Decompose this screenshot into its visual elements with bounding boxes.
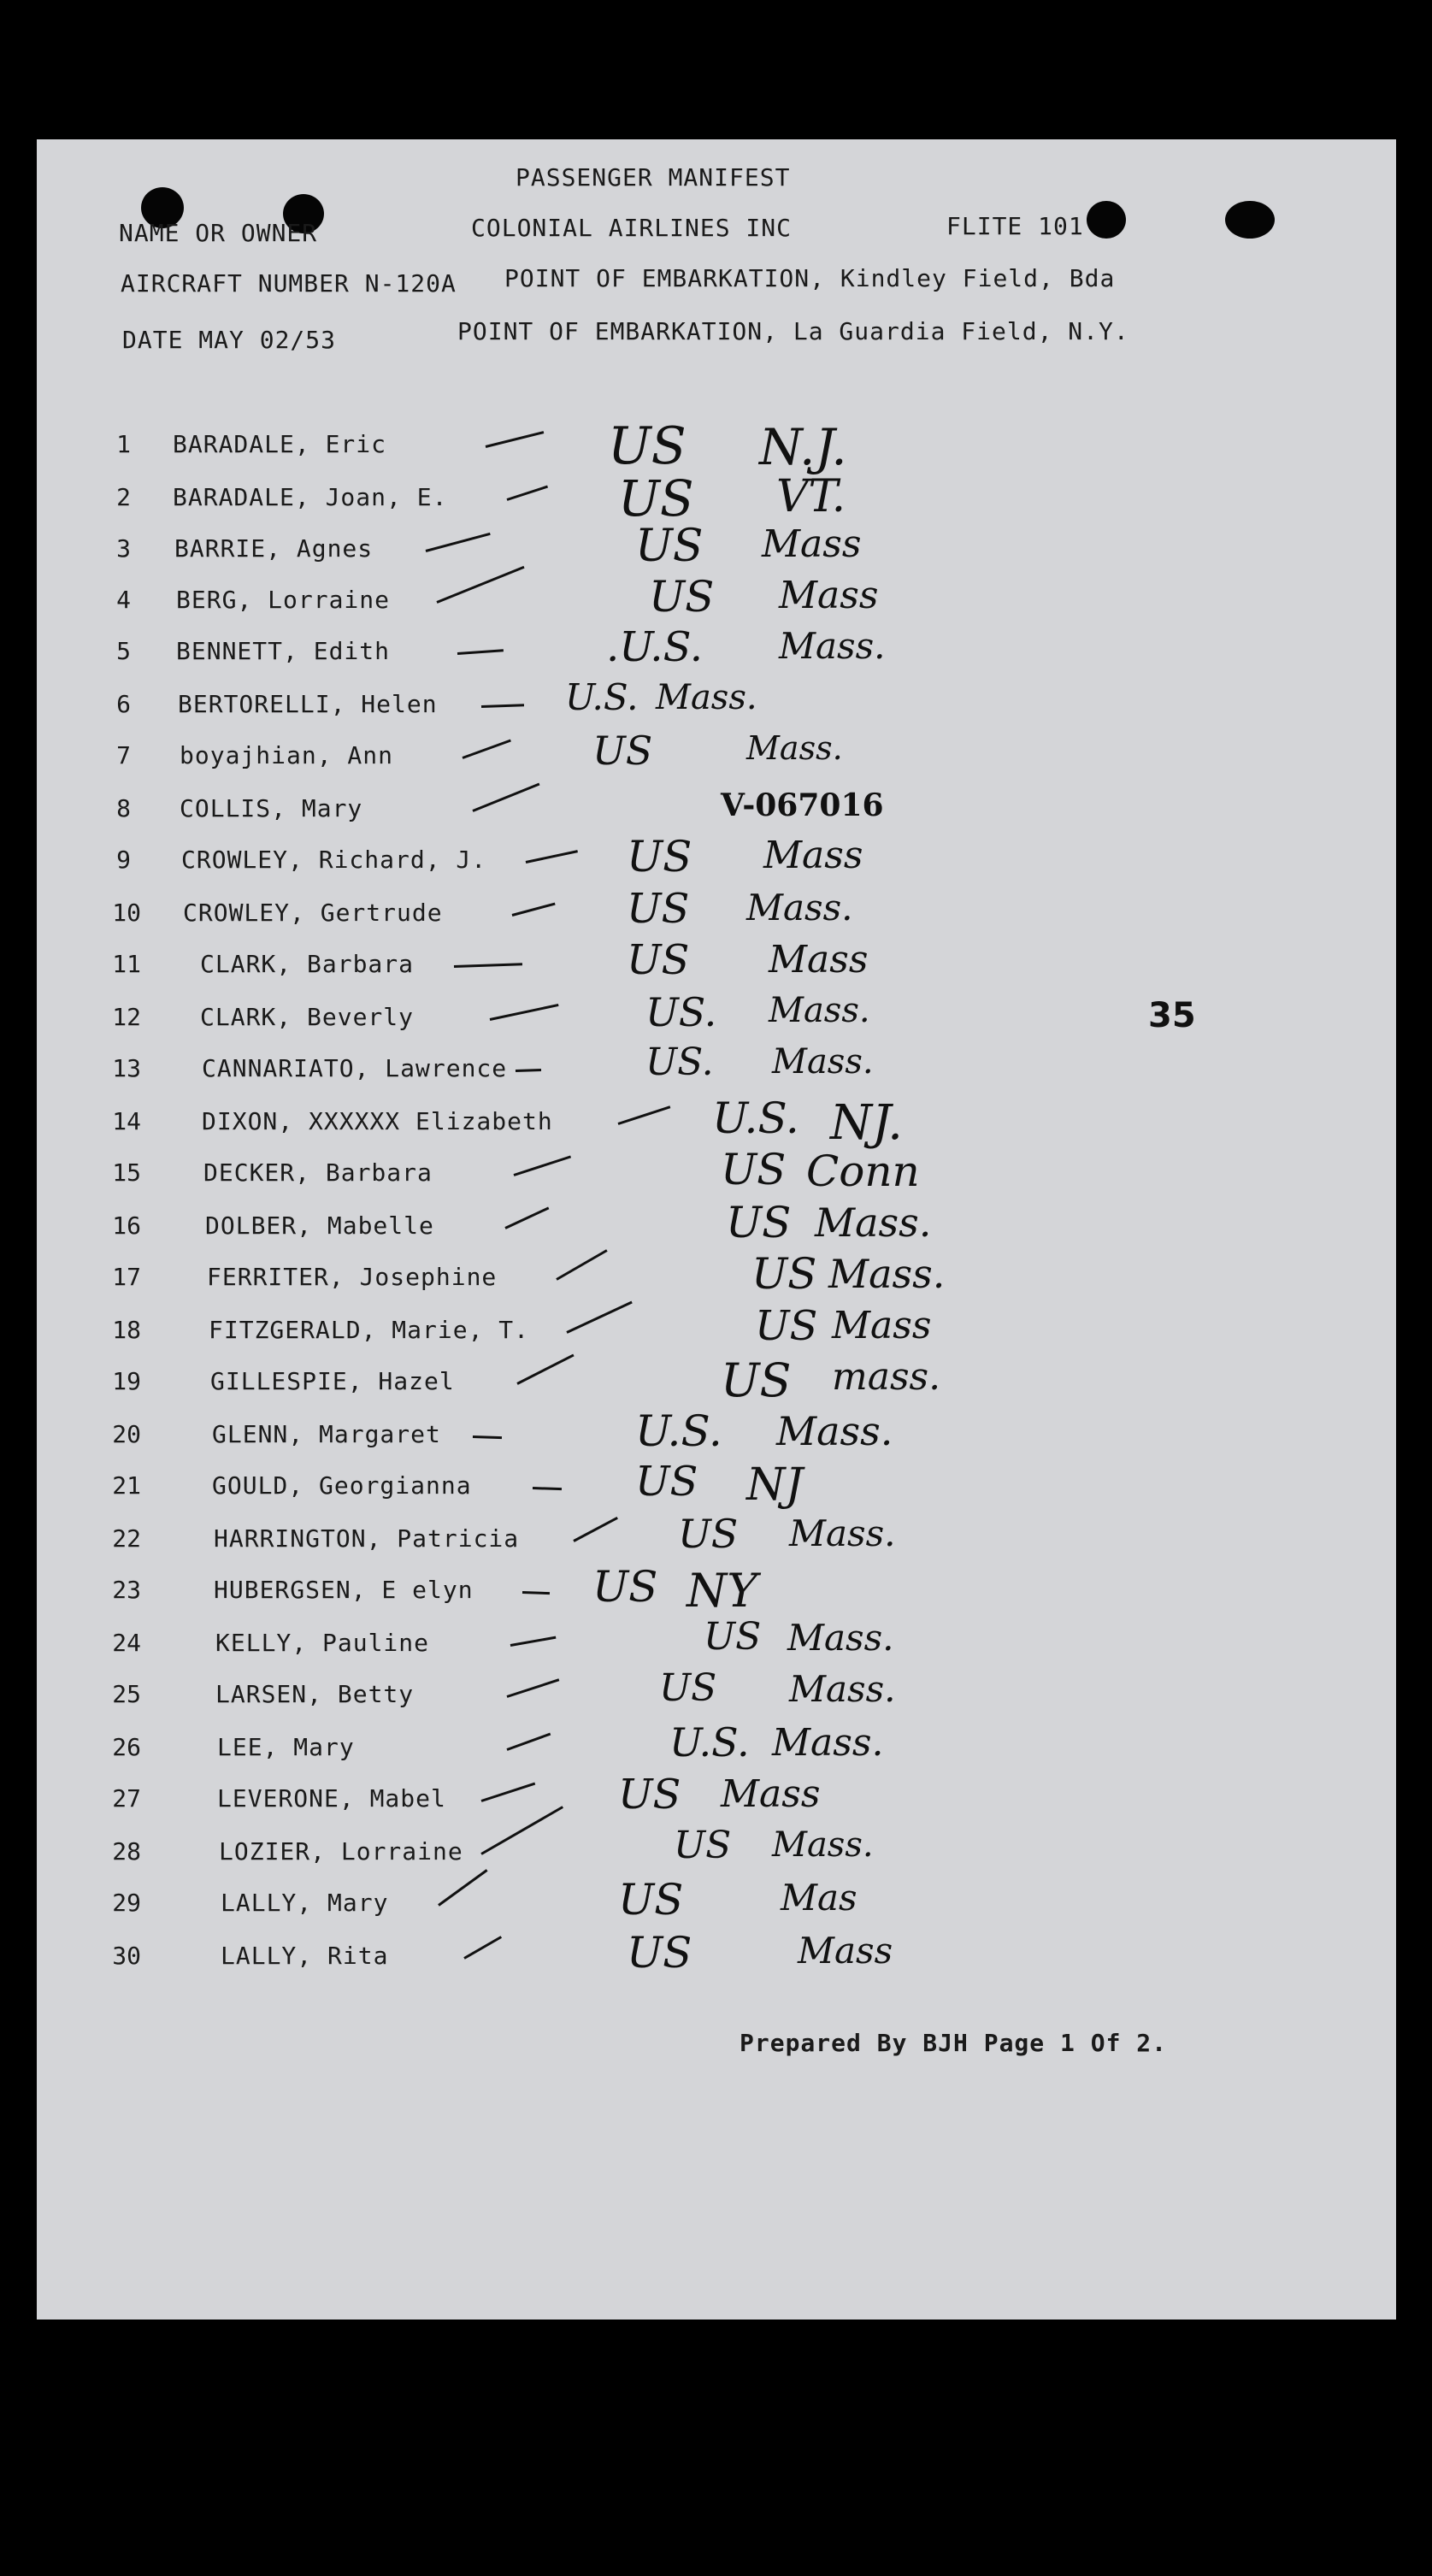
citizenship-note: US: [635, 521, 704, 572]
passenger-number: 6: [116, 690, 131, 718]
passenger-name: BARADALE, Joan, E.: [173, 483, 448, 511]
check-mark: [504, 1206, 549, 1229]
passenger-row: [37, 1824, 1396, 1880]
passenger-name: GOULD, Georgianna: [212, 1471, 472, 1500]
passenger-row: [37, 416, 1396, 476]
embarkation-2: POINT OF EMBARKATION, La Guardia Field, N.Y.: [457, 317, 1129, 345]
citizenship-note: US: [751, 1249, 817, 1299]
passenger-row: [37, 1615, 1396, 1671]
passenger-row: [37, 1666, 1396, 1723]
passenger-number: 15: [112, 1158, 141, 1187]
passenger-name: BERG, Lorraine: [176, 586, 391, 614]
state-note: Mass.: [776, 1408, 893, 1454]
citizenship-note: US: [635, 1458, 698, 1506]
passenger-number: 21: [112, 1471, 141, 1500]
citizenship-note: US: [678, 1511, 739, 1557]
citizenship-note: US: [659, 1666, 717, 1710]
check-mark: [463, 1936, 502, 1960]
check-mark: [522, 1591, 550, 1595]
footer-text: Prepared By BJH Page 1 Of 2.: [740, 2029, 1168, 2057]
state-note: Mass: [769, 938, 869, 981]
passenger-number: 5: [116, 637, 131, 665]
passenger-row: [37, 728, 1396, 784]
passenger-number: 8: [116, 794, 131, 822]
citizenship-note: US: [627, 936, 690, 984]
passenger-name: COLLIS, Mary: [180, 794, 363, 822]
passenger-row: [37, 1458, 1396, 1514]
passenger-number: 22: [112, 1524, 141, 1553]
passenger-row: [37, 1511, 1396, 1567]
passenger-row: [37, 1353, 1396, 1410]
citizenship-note: US: [649, 572, 715, 622]
passenger-row: [37, 676, 1396, 733]
state-note: NJ.: [830, 1095, 903, 1151]
check-mark: [490, 1004, 559, 1021]
state-note: Mass.: [789, 1512, 896, 1554]
passenger-row: [37, 885, 1396, 941]
punch-hole: [1087, 201, 1126, 239]
passenger-row: [37, 1040, 1396, 1097]
punch-hole: [1225, 201, 1275, 239]
passenger-name: LEE, Mary: [217, 1733, 355, 1761]
check-mark: [526, 850, 578, 864]
passenger-row: [37, 1302, 1396, 1359]
citizenship-note: US: [721, 1145, 787, 1194]
check-mark: [533, 1487, 562, 1490]
check-mark: [514, 1155, 572, 1176]
passenger-name: BENNETT, Edith: [176, 637, 391, 665]
passenger-name: GILLESPIE, Hazel: [210, 1367, 455, 1395]
passenger-name: BARADALE, Eric: [173, 430, 387, 458]
passenger-row: [37, 572, 1396, 628]
passenger-number: 10: [112, 899, 141, 927]
citizenship-note: US.: [645, 989, 717, 1035]
passenger-name: DECKER, Barbara: [203, 1158, 433, 1187]
citizenship-note: US: [627, 832, 692, 881]
passenger-number: 9: [116, 846, 131, 874]
check-mark: [481, 1783, 536, 1802]
passenger-row: [37, 469, 1396, 528]
citizenship-note: US: [618, 1771, 681, 1819]
passenger-row: [37, 1719, 1396, 1776]
manifest-title: PASSENGER MANIFEST: [516, 163, 791, 192]
passenger-number: 24: [112, 1629, 141, 1657]
citizenship-note: US: [704, 1615, 762, 1659]
passenger-name: BERTORELLI, Helen: [178, 690, 438, 718]
citizenship-note: .U.S.: [606, 623, 703, 671]
passenger-row: [37, 1198, 1396, 1254]
state-note: Mass.: [772, 1042, 874, 1082]
state-note: mass.: [832, 1355, 941, 1399]
check-mark: [516, 1069, 541, 1072]
passenger-name: FERRITER, Josephine: [207, 1263, 498, 1291]
citizenship-note: US: [618, 1875, 684, 1925]
passenger-row: [37, 1145, 1396, 1201]
citizenship-note: US: [674, 1824, 732, 1867]
citizenship-note: US: [618, 469, 694, 528]
citizenship-note: US: [592, 1562, 658, 1612]
flight-number: FLITE 101: [946, 212, 1084, 240]
passenger-number: 29: [112, 1889, 141, 1917]
passenger-number: 30: [112, 1942, 141, 1970]
citizenship-note: US: [726, 1198, 792, 1247]
passenger-number: 13: [112, 1054, 141, 1082]
passenger-name: CLARK, Barbara: [200, 950, 415, 978]
state-note: Mass.: [789, 1668, 896, 1710]
check-mark: [426, 533, 491, 552]
state-note: Mass: [798, 1930, 893, 1972]
embarkation-1: POINT OF EMBARKATION, Kindley Field, Bda: [504, 264, 1116, 292]
citizenship-note: US: [608, 416, 687, 476]
state-note: NJ: [746, 1459, 804, 1511]
passenger-row: [37, 1771, 1396, 1827]
passenger-name: LOZIER, Lorraine: [219, 1837, 463, 1866]
passenger-row: [37, 1406, 1396, 1463]
check-mark: [516, 1354, 574, 1385]
airline-name: COLONIAL AIRLINES INC: [471, 214, 793, 242]
passenger-name: DIXON, XXXXXX Elizabeth: [202, 1107, 553, 1135]
check-mark: [457, 649, 504, 655]
passenger-number: 12: [112, 1003, 141, 1031]
passenger-number: 26: [112, 1733, 141, 1761]
state-note: Mass.: [772, 1721, 884, 1765]
passenger-name: boyajhian, Ann: [180, 741, 394, 769]
check-mark: [462, 740, 510, 759]
citizenship-note: US: [592, 728, 653, 774]
state-note: NY: [687, 1564, 757, 1618]
passenger-number: 14: [112, 1107, 141, 1135]
passenger-name: CROWLEY, Gertrude: [183, 899, 443, 927]
check-mark: [472, 783, 539, 812]
passenger-row: [37, 787, 1396, 837]
check-mark: [486, 431, 545, 448]
passenger-name: CROWLEY, Richard, J.: [181, 846, 487, 874]
state-note: N.J.: [759, 418, 847, 476]
check-mark: [454, 963, 522, 968]
citizenship-note: US: [721, 1353, 792, 1407]
passenger-row: [37, 1093, 1396, 1151]
passenger-number: 4: [116, 586, 131, 614]
passenger-name: LEVERONE, Mabel: [217, 1784, 446, 1813]
citizenship-note: U.S.: [669, 1719, 750, 1765]
state-note: Mass.: [769, 991, 870, 1030]
passenger-number: 20: [112, 1420, 141, 1448]
manifest-date: DATE MAY 02/53: [122, 326, 337, 354]
passenger-row: [37, 623, 1396, 680]
state-note: Mass.: [746, 887, 853, 928]
state-note: Mass.: [787, 1617, 894, 1659]
passenger-name: DOLBER, Mabelle: [205, 1211, 434, 1240]
check-mark: [506, 1733, 551, 1751]
passenger-number: 28: [112, 1837, 141, 1866]
passenger-name: HARRINGTON, Patricia: [214, 1524, 520, 1553]
passenger-number: 2: [116, 483, 131, 511]
check-mark: [566, 1301, 632, 1334]
citizenship-note: U.S.: [712, 1093, 799, 1143]
passenger-row: [37, 1249, 1396, 1306]
passenger-row: [37, 1928, 1396, 1984]
state-note: Mass: [832, 1304, 932, 1347]
state-note: Mass.: [746, 729, 843, 767]
passenger-name: HUBERGSEN, E elyn: [214, 1576, 474, 1604]
passenger-name: LALLY, Rita: [221, 1942, 389, 1970]
citizenship-note: U.S.: [635, 1406, 722, 1456]
state-note: Mass.: [828, 1251, 946, 1297]
citizenship-note: US: [755, 1302, 818, 1350]
citizenship-note: US: [627, 1928, 692, 1978]
passenger-number: 3: [116, 534, 131, 563]
state-note: Mass.: [815, 1200, 932, 1246]
passenger-name: KELLY, Pauline: [215, 1629, 430, 1657]
passenger-name: LALLY, Mary: [221, 1889, 389, 1917]
passenger-row: [37, 521, 1396, 577]
state-note: Mass: [763, 834, 863, 877]
passenger-number: 11: [112, 950, 141, 978]
state-note: VT.: [776, 471, 846, 522]
passenger-number: 27: [112, 1784, 141, 1813]
page-number: 35: [1148, 996, 1196, 1035]
citizenship-note: V-067016: [721, 787, 884, 823]
citizenship-note: US.: [645, 1040, 714, 1084]
passenger-number: 17: [112, 1263, 141, 1291]
passenger-row: [37, 1875, 1396, 1931]
state-note: Mass.: [772, 1825, 874, 1865]
check-mark: [473, 1435, 502, 1439]
passenger-number: 25: [112, 1680, 141, 1708]
state-note: Mass: [721, 1772, 821, 1816]
check-mark: [481, 704, 524, 708]
passenger-name: CANNARIATO, Lawrence: [202, 1054, 508, 1082]
state-note: Conn: [806, 1147, 920, 1196]
owner-label: NAME OR OWNER: [119, 219, 318, 247]
passenger-number: 1: [116, 430, 131, 458]
passenger-number: 19: [112, 1367, 141, 1395]
citizenship-note: U.S.: [565, 676, 639, 718]
passenger-row: [37, 1562, 1396, 1618]
passenger-name: FITZGERALD, Marie, T.: [209, 1316, 530, 1344]
state-note: Mass.: [779, 625, 886, 667]
state-note: Mass: [779, 574, 879, 617]
citizenship-note: US: [627, 885, 690, 933]
state-note: Mass.: [656, 678, 757, 717]
passenger-name: BARRIE, Agnes: [174, 534, 374, 563]
passenger-number: 23: [112, 1576, 141, 1604]
passenger-row: [37, 936, 1396, 993]
check-mark: [510, 1636, 557, 1647]
passenger-number: 7: [116, 741, 131, 769]
check-mark: [507, 1678, 560, 1698]
passenger-name: GLENN, Margaret: [212, 1420, 441, 1448]
check-mark: [573, 1517, 618, 1542]
passenger-name: CLARK, Beverly: [200, 1003, 415, 1031]
check-mark: [507, 486, 548, 501]
manifest-page: [37, 139, 1396, 2320]
state-note: Mass: [762, 522, 862, 566]
passenger-number: 16: [112, 1211, 141, 1240]
passenger-name: LARSEN, Betty: [215, 1680, 415, 1708]
check-mark: [618, 1105, 671, 1125]
passenger-row: [37, 832, 1396, 888]
state-note: Mas: [781, 1877, 857, 1919]
passenger-number: 18: [112, 1316, 141, 1344]
check-mark: [512, 903, 556, 917]
aircraft-number: AIRCRAFT NUMBER N-120A: [121, 269, 457, 298]
